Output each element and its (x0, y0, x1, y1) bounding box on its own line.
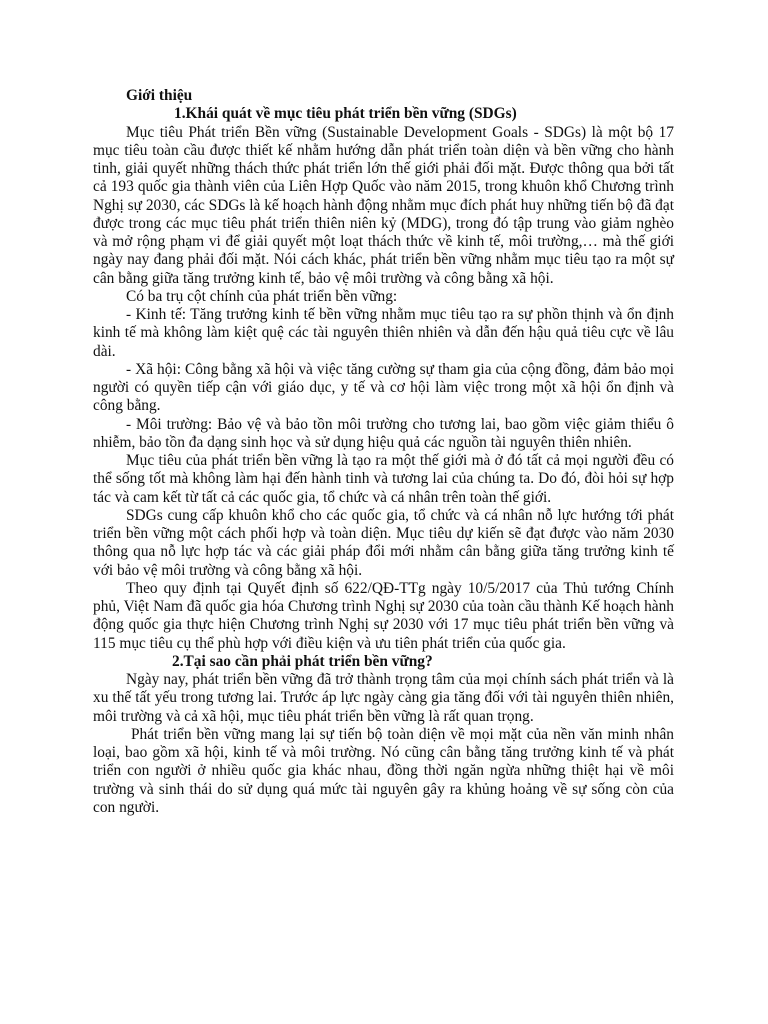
paragraph-benefits: Phát triển bền vững mang lại sự tiến bộ toàn diện về mọi mặt của nền văn minh nhân loại, bao gồm xã hội, kinh tế và môi trường. Nó cũng cân bằng tăng trưởng kinh tế và phát triển con người ở nhiều quốc gia khác nhau, đồng thời ngăn ngừa những thiệt hại về môi trường và sinh thái do sử dụng quá mức tài nguyên gây ra khủng hoảng về sự sống còn của con người. (93, 725, 674, 816)
paragraph-why-important: Ngày nay, phát triển bền vững đã trở thành trọng tâm của mọi chính sách phát triển và là xu thế tất yếu trong tương lai. Trước áp lực ngày càng gia tăng đối với tài nguyên thiên nhiên, môi trường và cả xã hội, mục tiêu phát triển bền vững là rất quan trọng. (93, 671, 674, 725)
paragraph-three-pillars: Có ba trụ cột chính của phát triển bền vững: (126, 287, 398, 305)
document-page (93, 87, 674, 817)
section-1-heading: 1.Khái quát về mục tiêu phát triển bền vững (SDGs) (174, 105, 517, 123)
paragraph-economy: - Kinh tế: Tăng trưởng kinh tế bền vững nhằm mục tiêu tạo ra sự phồn thịnh và ổn định kinh tế mà không làm kiệt quệ các tài nguyên thiên nhiên và dẫn đến hậu quả tiêu cực về lâu dài. (93, 306, 674, 360)
intro-heading: Giới thiệu (126, 87, 193, 104)
section-2-heading: 2.Tại sao cần phải phát triển bền vững? (172, 652, 433, 670)
paragraph-vietnam-decision: Theo quy định tại Quyết định số 622/QĐ-TTg ngày 10/5/2017 của Thủ tướng Chính phủ, Việt Nam đã quốc gia hóa Chương trình Nghị sự 2030 của toàn cầu thành Kế hoạch hành động quốc gia thực hiện Chương trình Nghị sự 2030 với 17 mục tiêu phát triển bền vững và 115 mục tiêu cụ thể phù hợp với điều kiện và ưu tiên phát triển của quốc gia. (93, 579, 674, 652)
paragraph-society: - Xã hội: Công bằng xã hội và việc tăng cường sự tham gia của cộng đồng, đảm bảo mọi người có quyền tiếp cận với giáo dục, y tế và cơ hội làm việc trong một xã hội ổn định và công bằng. (93, 360, 674, 415)
paragraph-sdg-overview: Mục tiêu Phát triển Bền vững (Sustainable Development Goals - SDGs) là một bộ 17 mục tiêu toàn cầu được thiết kế nhằm hướng dẫn phát triển toàn diện và bền vững cho hành tinh, giải quyết những thách thức phát triển lớn thế giới phải đối mặt. Được thông qua bởi tất cả 193 quốc gia thành viên của Liên Hợp Quốc vào năm 2015, trong khuôn khổ Chương trình Nghị sự 2030, các SDGs là kế hoạch hành động nhằm mục đích phát huy những tiến bộ đã đạt được trong các mục tiêu phát triển thiên niên kỷ (MDG), trong đó tập trung vào giảm nghèo và mở rộng phạm vi để giải quyết một loạt thách thức về kinh tế, môi trường,… mà thế giới ngày nay đang phải đối mặt. Nói cách khác, phát triển bền vững nhằm mục tiêu tạo ra một sự cân bằng giữa tăng trưởng kinh tế, bảo vệ môi trường và công bằng xã hội. (93, 123, 674, 287)
paragraph-goal: Mục tiêu của phát triển bền vững là tạo ra một thế giới mà ở đó tất cả mọi người đều có thể sống tốt mà không làm hại đến hành tinh và tương lai của chúng ta. Do đó, đòi hỏi sự hợp tác và cam kết từ tất cả các quốc gia, tổ chức và cá nhân trên toàn thế giới. (93, 452, 674, 506)
paragraph-framework: SDGs cung cấp khuôn khổ cho các quốc gia, tổ chức và cá nhân nỗ lực hướng tới phát triển bền vững một cách phối hợp và toàn diện. Mục tiêu dự kiến sẽ đạt được vào năm 2030 thông qua nỗ lực hợp tác và các giải pháp đổi mới nhằm cân bằng giữa tăng trưởng kinh tế với bảo vệ môi trường và công bằng xã hội. (93, 506, 674, 579)
paragraph-environment: - Môi trường: Bảo vệ và bảo tồn môi trường cho tương lai, bao gồm việc giảm thiểu ô nhiễm, bảo tồn đa dạng sinh học và sử dụng hiệu quả các nguồn tài nguyên thiên nhiên. (93, 415, 674, 451)
